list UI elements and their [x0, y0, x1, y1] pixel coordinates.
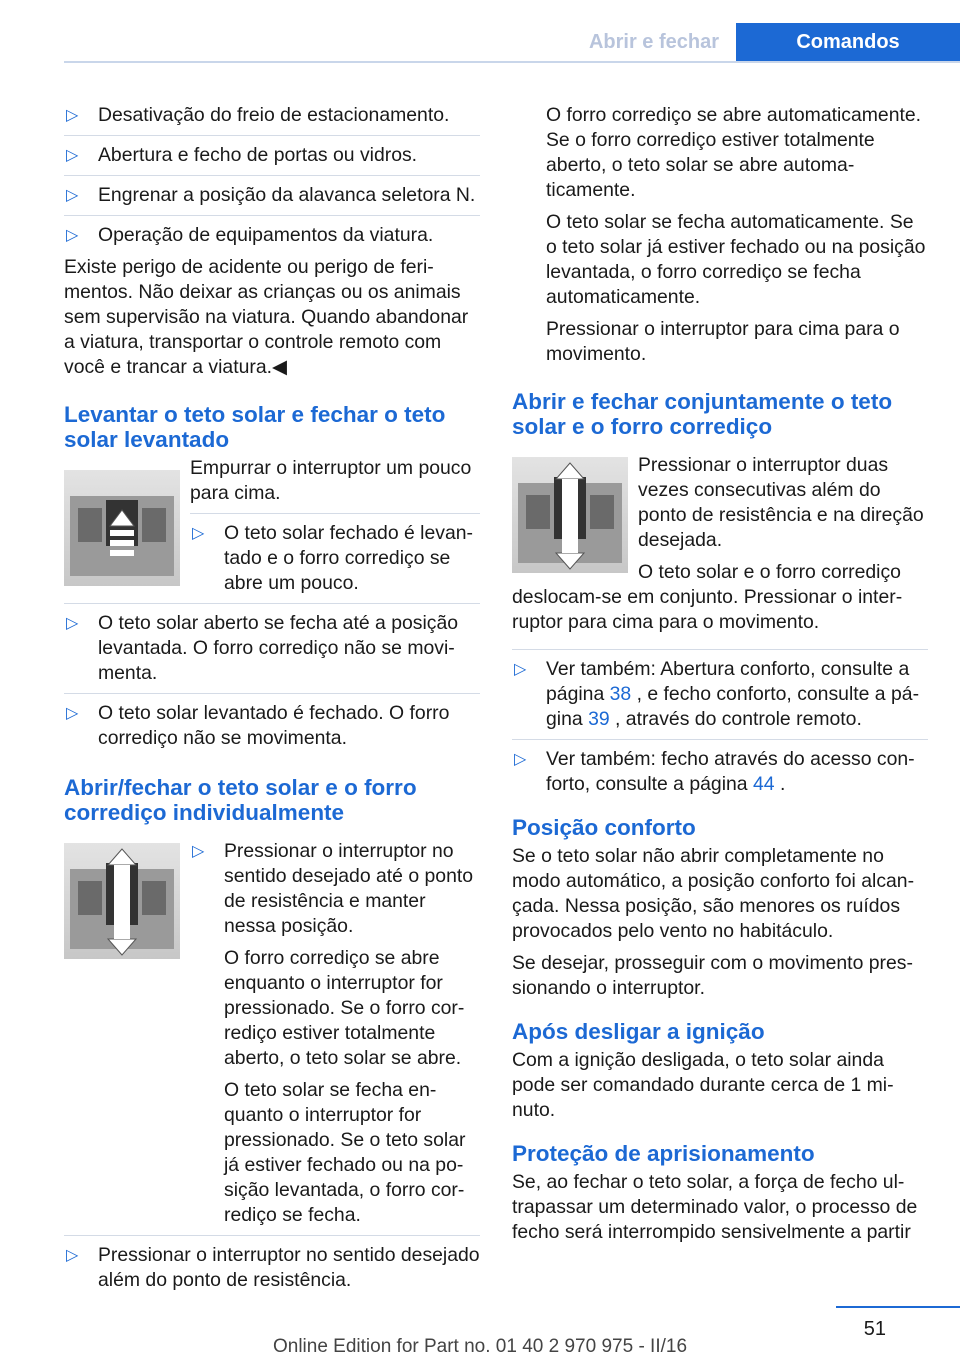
- list-item: ▷ Ver também: Abertura conforto, consulte a página 38 , e fecho conforto, consulte a página 39 , através do controle remoto.: [514, 658, 920, 730]
- triangle-bullet-icon: ▷: [66, 147, 79, 164]
- chapter-tab: Comandos: [736, 23, 960, 62]
- divider: [64, 603, 480, 604]
- triangle-bullet-icon: ▷: [66, 227, 79, 244]
- triangle-bullet-icon: ▷: [66, 107, 79, 124]
- triangle-bullet-icon: ▷: [66, 705, 79, 722]
- triangle-bullet-icon: ▷: [66, 1247, 79, 1264]
- list-item: ▷ Engrenar a posição da alavanca seletora N.: [66, 184, 476, 206]
- roof-switch-illustration: [64, 470, 180, 586]
- list-item: ▷ Ver também: fecho através do acesso conforto, consulte a página 44 .: [514, 748, 915, 795]
- section-heading: Abrir/fechar o teto solar e o forro corrediço individualmente: [64, 775, 417, 825]
- section-heading: Proteção de aprisionamento: [512, 1141, 815, 1166]
- triangle-bullet-icon: ▷: [192, 525, 205, 542]
- list-item: ▷ Pressionar o interruptor no sentido desejado até o ponto de resistência e manter nessa posição.: [192, 840, 474, 937]
- divider: [64, 215, 480, 216]
- list-item: ▷ Pressionar o interruptor no sentido desejado além do ponto de resistência.: [66, 1244, 480, 1291]
- figure-text: ▷ Pressionar o interruptor no sentido desejado até o ponto de resistência e manter nessa posição. O forro corrediço se abre enquanto o interruptor for pressionado. Se o forro corrediço estiver totalmente aberto, o teto solar se abre. O teto solar se fecha enquanto o interruptor for pressionado. Se o teto solar já estiver fechado ou na posição levantada, o forro corrediço se fecha.: [64, 829, 480, 1228]
- section-heading: Abrir e fechar conjuntamente o teto solar e o forro corrediço: [512, 389, 893, 439]
- roof-switch-illustration: [64, 843, 180, 959]
- triangle-bullet-icon: ▷: [514, 751, 527, 768]
- section-heading: Posição conforto: [512, 815, 696, 840]
- list-item: ▷ Operação de equipamentos da viatura.: [66, 224, 434, 246]
- divider: [64, 175, 480, 176]
- figure-row: [512, 443, 928, 553]
- page-link[interactable]: 39: [588, 708, 610, 730]
- header-divider: [64, 61, 960, 63]
- list-item: ▷ Desativação do freio de estacionamento.: [66, 104, 450, 126]
- right-column: O forro corrediço se abre automaticamente. Se o forro corrediço estiver totalmente aberto, o teto solar se abre automaticamente. O teto solar se fecha automaticamente. Se o teto solar já estiver fechado ou na posição levantada, o forro corrediço se fecha automaticamente. Pressionar o interruptor para cima para o movimento. Abrir e fechar conjuntamente o teto solar e o forro corrediço Pressionar o interruptor duas vezes consecutivas além do ponto de resistência e na direção desejada. O teto solar e o forro corrediço deslocam-se em conjunto. Pressionar o interruptor para cima para o movimento. ▷ Ver também: Abertura conforto, consulte a página 38 , e fecho conforto, consulte a página 39 , através do controle remoto. ▷ Ver também: fecho através do acesso conforto, consulte a página 44 . Posição conforto Se o teto solar não abrir completamente no modo automático, a posição conforto foi alcançada. Nessa posição, são menores os ruídos provocados pelo vento no habitáculo. Se desejar, prosseguir com o movimento pressionando o interruptor. Após desligar a ignição Com a ignição desligada, o teto solar ainda pode ser comandado durante cerca de 1 minuto. Proteção de aprisionamento Se, ao fechar o teto solar, a força de fecho ultrapassar um determinado valor, o processo de fecho será interrompido sensivelmente a partir: [512, 103, 928, 1252]
- figure-row: [64, 829, 480, 1228]
- section-heading: Levantar o teto solar e fechar o teto solar levantado: [64, 402, 446, 452]
- section-heading: Após desligar a ignição: [512, 1019, 765, 1044]
- triangle-bullet-icon: ▷: [66, 615, 79, 632]
- triangle-bullet-icon: ▷: [192, 843, 205, 860]
- list-item: ▷ Abertura e fecho de portas ou vidros.: [66, 144, 418, 166]
- divider: [64, 135, 480, 136]
- page-number: 51: [863, 1318, 886, 1340]
- list-item: ▷ O teto solar fechado é levantado e o forro corrediço se abre um pouco.: [192, 522, 474, 594]
- page-header: [0, 0, 960, 62]
- divider: [190, 513, 480, 514]
- divider: [512, 739, 928, 740]
- figure-row: [64, 456, 480, 596]
- figure-text: Empurrar o interruptor um pouco para cima. ▷ O teto solar fechado é levantado e o forro corrediço se abre um pouco.: [64, 456, 480, 596]
- roof-switch-illustration: [512, 457, 628, 573]
- divider: [64, 693, 480, 694]
- figure-text: Pressionar o interruptor duas vezes consecutivas além do ponto de resistência e na direção desejada.: [638, 454, 924, 551]
- edition-note: Online Edition for Part no. 01 40 2 970 975 - II/16: [272, 1336, 688, 1357]
- list-item: ▷ O teto solar levantado é fechado. O forro corrediço não se movimenta.: [66, 702, 450, 749]
- section-tab: Abrir e fechar: [588, 31, 720, 53]
- triangle-bullet-icon: ▷: [514, 661, 527, 678]
- page-link[interactable]: 44: [752, 773, 775, 795]
- divider: [64, 1235, 480, 1236]
- warning-text: Existe perigo de acidente ou perigo de ferimentos. Não deixar as crianças ou os animais sem supervisão na viatura. Quando abandonar a viatura, transportar o controle remoto com você e trancar a viatura.◀: [64, 256, 469, 378]
- divider: [512, 649, 928, 650]
- triangle-bullet-icon: ▷: [66, 187, 79, 204]
- page-link[interactable]: 38: [609, 683, 632, 705]
- footer-accent-line: [836, 1306, 960, 1308]
- list-item: ▷ O teto solar aberto se fecha até a posição levantada. O forro corrediço não se movimenta.: [66, 612, 459, 684]
- left-column: [64, 103, 480, 1300]
